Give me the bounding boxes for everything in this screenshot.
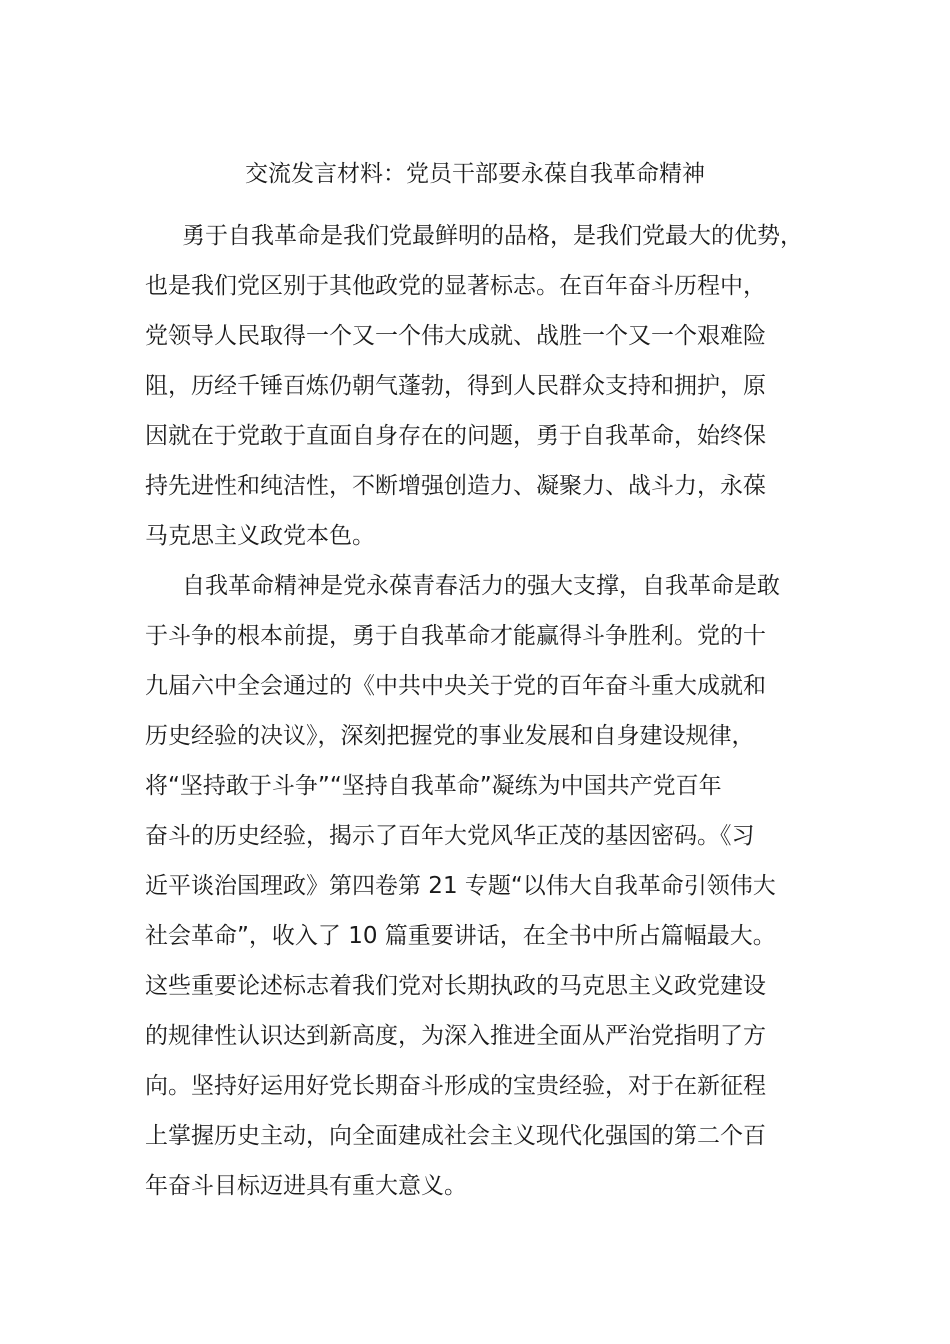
paragraph-1-line-3: 党领导人民取得一个又一个伟大成就、战胜一个又一个艰难险 — [145, 323, 766, 349]
paragraph-2-line-5: 将“坚持敢于斗争”“坚持自我革命”凝练为中国共产党百年 — [145, 773, 722, 799]
paragraph-2-line-1: 自我革命精神是党永葆青春活力的强大支撑，自我革命是敢 — [182, 573, 780, 599]
paragraph-1-line-1: 勇于自我革命是我们党最鲜明的品格，是我们党最大的优势， — [182, 223, 803, 249]
paragraph-2-line-10: 的规律性认识达到新高度，为深入推进全面从严治党指明了方 — [145, 1023, 766, 1049]
paragraph-1-line-5: 因就在于党敢于直面自身存在的问题，勇于自我革命，始终保 — [145, 423, 766, 449]
paragraph-1-line-4: 阻，历经千锤百炼仍朝气蓬勃，得到人民群众支持和拥护，原 — [145, 373, 766, 399]
paragraph-2-line-7: 近平谈治国理政》第四卷第 21 专题“以伟大自我革命引领伟大 — [145, 873, 776, 899]
paragraph-2-line-13: 年奋斗目标迈进具有重大意义。 — [145, 1173, 467, 1199]
paragraph-2-line-3: 九届六中全会通过的《中共中央关于党的百年奋斗重大成就和 — [145, 673, 766, 699]
paragraph-1-line-6: 持先进性和纯洁性，不断增强创造力、凝聚力、战斗力，永葆 — [145, 473, 766, 499]
paragraph-2-line-8: 社会革命”，收入了 10 篇重要讲话，在全书中所占篇幅最大。 — [145, 923, 776, 949]
paragraph-1-line-2: 也是我们党区别于其他政党的显著标志。在百年奋斗历程中， — [145, 273, 766, 299]
paragraph-1-line-7: 马克思主义政党本色。 — [145, 523, 375, 549]
paragraph-2-line-6: 奋斗的历史经验，揭示了百年大党风华正茂的基因密码。《习 — [145, 823, 755, 849]
paragraph-2-line-9: 这些重要论述标志着我们党对长期执政的马克思主义政党建设 — [145, 973, 766, 999]
paragraph-2-line-11: 向。坚持好运用好党长期奋斗形成的宝贵经验，对于在新征程 — [145, 1073, 766, 1099]
document-title: 交流发言材料：党员干部要永葆自我革命精神 — [245, 161, 705, 187]
paragraph-2-line-2: 于斗争的根本前提，勇于自我革命才能赢得斗争胜利。党的十 — [145, 623, 766, 649]
paragraph-2-line-12: 上掌握历史主动，向全面建成社会主义现代化强国的第二个百 — [145, 1123, 766, 1149]
paragraph-2-line-4: 历史经验的决议》，深刻把握党的事业发展和自身建设规律， — [145, 723, 755, 749]
